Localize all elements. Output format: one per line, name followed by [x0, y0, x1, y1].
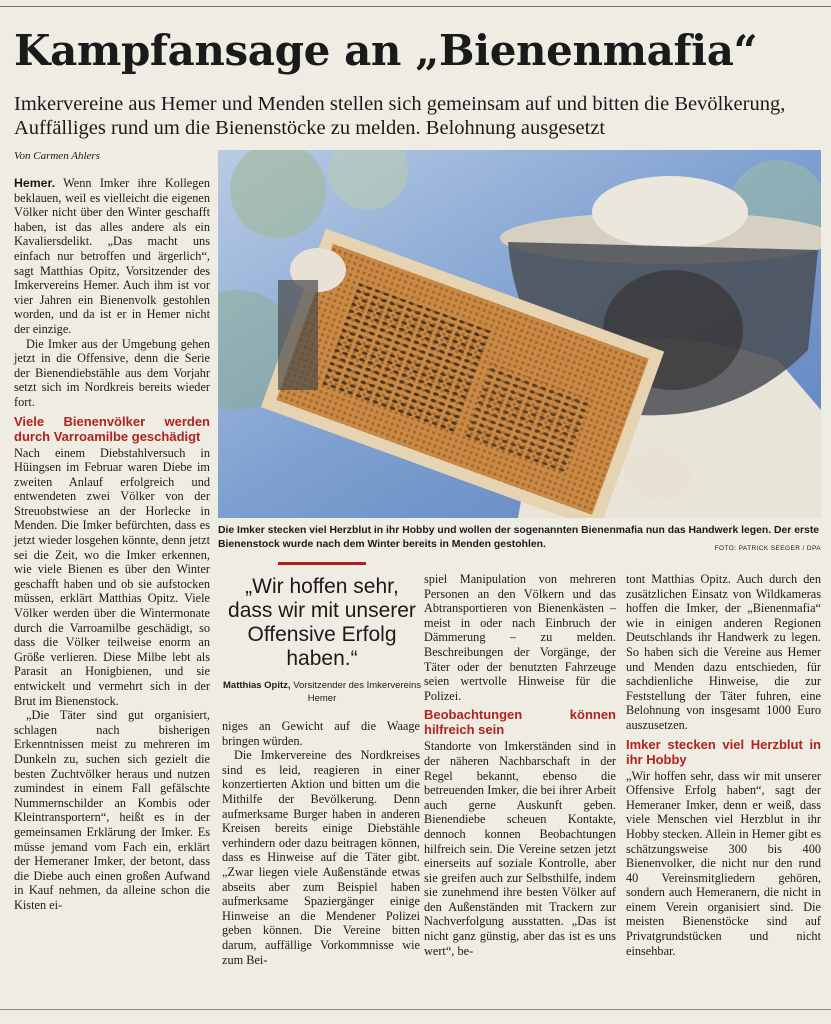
paragraph	[14, 176, 210, 337]
quote-rule	[278, 562, 366, 565]
article-column-3	[424, 572, 616, 958]
quote-author: Matthias Opitz,	[223, 680, 291, 691]
article-column-4	[626, 572, 821, 958]
paragraph: „Die Täter sind gut organisiert, schlagen nach bisherigen Erkenntnissen meist zu mehreren im Dunkeln zu, suchen sich gezielt die besten Zuchtvölker heraus und nutzen zumindest in einem Fall gefälschte Nummernschilder an Kombis oder Kleintransportern“, heißt es in der gemeinsamen Erklärung der Imker. Es müsse jemand vom Fach ein, erklärt der Hemeraner Imker, der betont, dass die Diebe auch einen großen Aufwand in Kauf nehmen, da alleine schon die Kisten ei-	[14, 708, 210, 912]
paragraph: niges an Gewicht auf die Waage bringen würden.	[222, 719, 420, 748]
article-column-1	[14, 176, 210, 913]
paragraph: Nach einem Diebstahlversuch in Hüingsen im Februar waren Diebe im zweiten Anlauf erfolgreich und entwendeten zwei Völker von der Streuobstwiese an der Horlecke in Menden. Die Imker befürchten, dass es jetzt wieder losgehen könnte, denn jetzt sei die Zeit, wo die Imker erkennen, wie viele Bienen es über den Winter geschafft haben und ob sie aufstocken müssen, erklärt Matthias Opitz. Viele Völker werden über die Wintermonate durch die Varroamilbe geschädigt, so dass die Völker teilweise enorm an Größe verlieren. Diese Milbe lebt als Parasit an Honigbienen, und sie entwickelt und vermehrt sich in der Brut im Bienenstock.	[14, 445, 210, 708]
article-byline: Von Carmen Ahlers	[14, 150, 100, 162]
quote-text: „Wir hoffen sehr, dass wir mit unserer Offensive Erfolg haben.“	[228, 575, 416, 670]
photo-credit: FOTO: PATRICK SEEGER / DPA	[714, 545, 821, 552]
subheading: Imker stecken viel Herzblut in ihr Hobby	[626, 736, 821, 767]
paragraph: Die Imkervereine des Nordkreises sind es leid, reagieren in einer konzertierten Aktion und bitten um die Mithilfe der Bevölkerung. Denn aufmerksame Burger haben in anderen Kreisen bereits einige Diebstähle verhindern oder dazu beitragen können, dass es Hinweise auf die Täter gibt. „Zwar liegen viele Außenstände etwas abseits aber zum Beispiel haben aufmerksame Spaziergänger einige Hinweise an die Mendener Polizei geben können. Die Vereine bitten darum, auffällige Vorkommnisse wie zum Bei-	[222, 748, 420, 967]
top-rule	[0, 6, 831, 7]
beekeeper-photo	[218, 150, 821, 518]
subheading: Beobachtungen können hilfreich sein	[424, 707, 616, 738]
paragraph: „Wir hoffen sehr, dass wir mit unserer Offensive Erfolg haben“, sagt der Hemeraner Imker, denn er weiß, dass viele Menschen viel Herzblut in ihr Hobby stecken. Allein in Hemer gibt es schätzungsweise 300 bis 400 Bienenvolker, die nicht nur den rund 40 Vereinsmitgliedern gehören, sondern auch Hemeranern, die nicht in einem Verein organisiert sind. Die meisten Bienenstöcke sind auf Privatgrundstücken und nicht einsehbar.	[626, 768, 821, 958]
paragraph-text: Wenn Imker ihre Kollegen beklauen, weil es vielleicht die eigenen Völker nicht über den Winter geschafft haben, ist das alles andere als ein Kavaliersdelikt. „Das macht uns einfach nur betroffen und ärgerlich“, sagt Matthias Opitz, Vorsitzender des Imkervereins Hemer. Auch ihm ist vor vier Jahren ein Bienenvolk gestohlen worden, und da ist er in Hemer nicht der einzige.	[14, 176, 211, 336]
article-subhead: Imkervereine aus Hemer und Menden stellen sich gemeinsam auf und bitten die Bevölkerung, Auffälliges rund um die Bienenstöcke zu melden. Belohnung ausgesetzt	[14, 93, 786, 139]
paragraph: Standorte von Imkerständen sind in der näheren Nachbarschaft in der Regel bekannt, ebenso die betreuenden Imker, die bei ihrer Arbeit auch gerne Auskunft geben. Bienendiebe scheuen Kontakte, dennoch konnen Beobachtungen hilfreich sein. Die Vereine setzen jetzt einerseits auf soziale Kontrolle, aber sie greifen auch zur Selbsthilfe, indem sie zunehmend ihre besten Völker auf den Außenständen mit Trackern zur Nachverfolgung ausstatten. „Das ist nicht ganz günstig, aber das ist es uns wert“, be-	[424, 739, 616, 958]
pull-quote	[222, 560, 422, 705]
quote-attribution	[222, 679, 422, 705]
paragraph: spiel Manipulation von mehreren Personen an den Völkern und das Abtransportieren von Bienenkästen – meist in oder nach Einbruch der Dämmerung – zu melden. Beschreibungen der Vorgänge, der Täter oder der benutzten Fahrzeuge seien wertvolle Hinweise für die Polizei.	[424, 572, 616, 703]
quote-role: Vorsitzender des Imkervereins Hemer	[293, 680, 421, 704]
article-column-2	[222, 719, 420, 967]
paragraph: Die Imker aus der Umgebung gehen jetzt in die Offensive, denn die Serie der Bienendiebstähle aus dem Vorjahr setzt sich im Nordkreis bereits wieder fort.	[14, 336, 210, 409]
dateline: Hemer.	[14, 176, 56, 190]
photo-caption: Die Imker stecken viel Herzblut in ihr Hobby und wollen der sogenannten Bienenmafia nun das Handwerk legen. Der erste Bienenstock wurde nach dem Winter bereits in Menden gestohlen.	[218, 525, 820, 550]
bottom-rule	[0, 1009, 831, 1010]
beekeeper-illustration	[218, 150, 821, 518]
article-headline: Kampfansage an „Bienenmafia“	[14, 26, 758, 75]
paragraph: tont Matthias Opitz. Auch durch den zusätzlichen Einsatz von Wildkameras hoffen die Imker, der „Bienenmafia“ wie in einigen anderen Regionen Deutschlands ihr Handwerk zu legen. So haben sich die Vereine aus Hemer und Menden dazu entschieden, für sachdienliche Hinweise, die zur Feststellung der Täter fuhren, eine Belohnung von insgesamt 1000 Euro auszusetzen.	[626, 572, 821, 732]
subheading: Viele Bienenvölker werden durch Varroamilbe geschädigt	[14, 413, 210, 444]
